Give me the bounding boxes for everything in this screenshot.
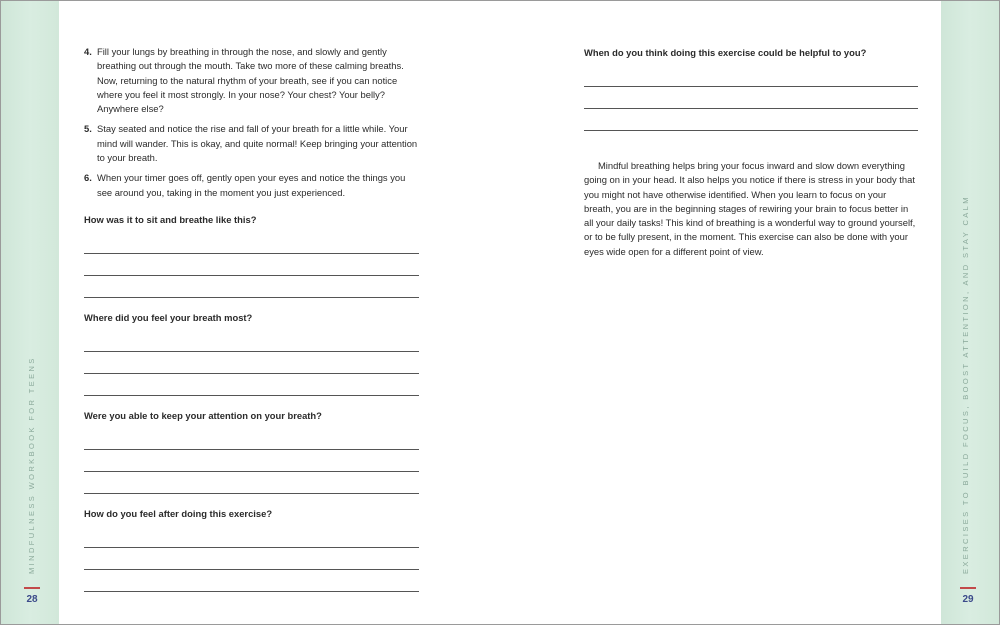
body-paragraph: Mindful breathing helps bring your focus inward and slow down everything going on in your head. It also helps you notice if there is stress in your body that you might not have otherwise identified. When you learn to focus on your breath, you are in the beginning stages of rewiring your brain to focus better in all your daily tasks! This kind of breathing is a wonderful way to ground yourself, or to be fully present, in the moment. This exercise can also be done with your eyes wide open for a different point of view. <box>584 160 916 257</box>
left-page-marker <box>22 587 42 605</box>
question-block <box>84 312 419 396</box>
answer-line[interactable] <box>584 65 918 87</box>
answer-lines <box>584 65 918 131</box>
answer-line[interactable] <box>584 109 918 131</box>
answer-line[interactable] <box>84 472 419 494</box>
answer-lines <box>84 428 419 494</box>
right-page-number: 29 <box>962 594 974 605</box>
right-page-marker <box>958 587 978 605</box>
question-label: How was it to sit and breathe like this? <box>84 213 257 225</box>
step-number: 4. <box>84 46 92 57</box>
left-page-content <box>84 45 419 592</box>
answer-lines <box>84 232 419 298</box>
step-item <box>84 45 419 116</box>
question-block <box>584 47 918 131</box>
instruction-steps <box>84 45 419 200</box>
answer-line[interactable] <box>84 374 419 396</box>
answer-line[interactable] <box>84 330 419 352</box>
answer-line[interactable] <box>84 352 419 374</box>
answer-lines <box>84 526 419 592</box>
step-item <box>84 171 419 200</box>
question-label: Were you able to keep your attention on your breath? <box>84 409 322 421</box>
question-label: Where did you feel your breath most? <box>84 311 253 323</box>
left-page-number: 28 <box>26 594 38 605</box>
answer-line[interactable] <box>84 526 419 548</box>
question-label: When do you think doing this exercise could be helpful to you? <box>584 47 867 58</box>
right-margin-band <box>941 1 999 624</box>
right-page-content <box>584 45 918 259</box>
step-text: Fill your lungs by breathing in through the nose, and slowly and gently breathing out through the mouth. Take two more of these calming breaths. Now, returning to the natural rhythm of your breath, see if you can notice where you feel it most strongly. In your nose? Your chest? Your belly? Anywhere else? <box>97 46 404 115</box>
answer-line[interactable] <box>84 450 419 472</box>
answer-lines <box>84 330 419 396</box>
answer-line[interactable] <box>84 570 419 592</box>
question-label: How do you feel after doing this exercise? <box>84 507 273 519</box>
step-number: 6. <box>84 172 92 184</box>
step-text: Stay seated and notice the rise and fall of your breath for a little while. Your mind will wander. This is okay, and quite normal! Keep bringing your attention to your breath. <box>97 123 418 164</box>
question-block <box>84 410 419 494</box>
page-number-rule <box>960 587 976 589</box>
answer-line[interactable] <box>84 276 419 298</box>
answer-line[interactable] <box>84 232 419 254</box>
right-running-title: EXERCISES TO BUILD FOCUS, BOOST ATTENTION, AND STAY CALM <box>961 195 970 574</box>
page-number-rule <box>24 587 40 589</box>
answer-line[interactable] <box>84 254 419 276</box>
answer-line[interactable] <box>584 87 918 109</box>
question-block <box>84 508 419 592</box>
answer-line[interactable] <box>84 548 419 570</box>
step-number: 5. <box>84 123 92 135</box>
question-block <box>84 214 419 298</box>
step-item <box>84 122 419 165</box>
left-running-title: MINDFULNESS WORKBOOK FOR TEENS <box>27 356 36 574</box>
left-margin-band <box>1 1 59 624</box>
answer-line[interactable] <box>84 428 419 450</box>
step-text: When your timer goes off, gently open your eyes and notice the things you see around you, taking in the moment you just experienced. <box>97 172 406 198</box>
